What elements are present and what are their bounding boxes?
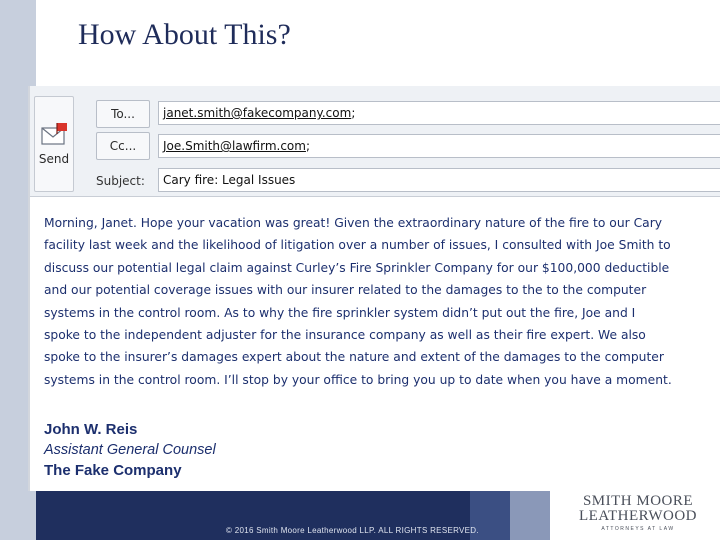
email-composer: [28, 86, 720, 491]
copyright-text: © 2016 Smith Moore Leatherwood LLP. ALL RIGHTS RESERVED.: [226, 526, 479, 535]
email-header: [30, 86, 720, 197]
firm-logo: [574, 494, 702, 532]
cc-button[interactable]: Cc...: [96, 132, 150, 160]
body-line: spoke to the independent adjuster for the insurance company as well as their fire expert. We also: [44, 328, 646, 343]
logo-tagline: ATTORNEYS AT LAW: [601, 526, 675, 532]
envelope-icon: [39, 122, 69, 148]
body-line: facility last week and the likelihood of litigation over a number of issues, I consulted with Joe Smith to: [44, 238, 671, 253]
signature-name: John W. Reis: [44, 421, 138, 438]
to-address: janet.smith@fakecompany.com: [163, 106, 352, 120]
body-line: systems in the control room. I’ll stop by your office to bring you up to date when you have a moment.: [44, 372, 672, 387]
cc-field[interactable]: [158, 134, 720, 158]
to-button[interactable]: To...: [96, 100, 150, 128]
to-separator: ;: [351, 106, 356, 120]
slide-title: How About This?: [78, 18, 291, 51]
subject-field[interactable]: [158, 168, 720, 192]
signature-company: The Fake Company: [44, 462, 182, 479]
to-field[interactable]: [158, 101, 720, 125]
body-line: discuss our potential legal claim against Curley’s Fire Sprinkler Company for our $100,000 deductible: [44, 260, 670, 275]
logo-line: LEATHERWOOD: [579, 508, 697, 524]
subject-value: Cary fire: Legal Issues: [163, 173, 296, 187]
email-body[interactable]: [44, 212, 714, 391]
send-label: Send: [38, 152, 70, 166]
footer-accent-block: [510, 491, 550, 540]
send-button[interactable]: [34, 96, 74, 192]
body-line: systems in the control room. As to why the fire sprinkler system didn’t put out the fire, Joe and I: [44, 305, 636, 320]
signature-title: Assistant General Counsel: [44, 442, 216, 458]
logo-line: SMITH MOORE: [582, 493, 694, 509]
body-line: and our potential coverage issues with our insurer related to the damages to the to the computer: [44, 283, 647, 298]
body-line: Morning, Janet. Hope your vacation was great! Given the extraordinary nature of the fire to our Cary: [44, 216, 663, 230]
body-line: spoke to the insurer’s damages expert about the nature and extent of the damages to the computer: [44, 350, 664, 365]
subject-label: Subject:: [96, 174, 145, 188]
cc-address: Joe.Smith@lawfirm.com: [163, 139, 306, 153]
cc-separator: ;: [305, 139, 310, 153]
